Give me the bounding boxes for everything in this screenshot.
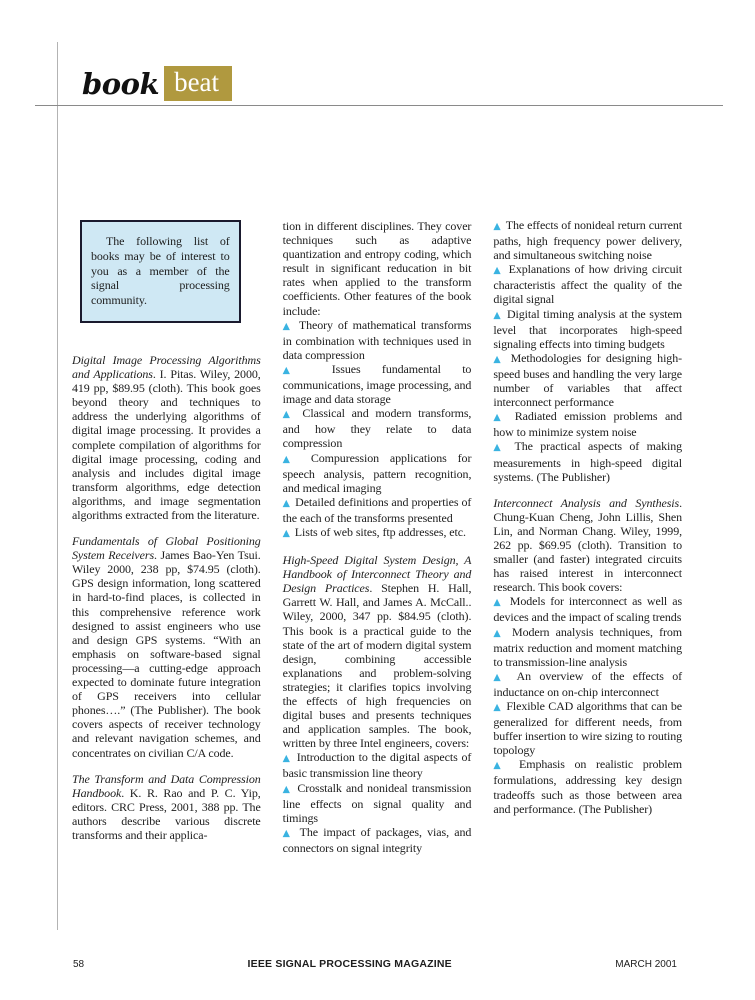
column-1 [72,218,261,855]
book-paragraph: Digital Image Processing Algorithms and Applications. I. Pitas. Wiley, 2000, 419 pp, $89.95 (cloth). This book goes beyond theory and techniques to address the underlying algorithms of digital image processing. It provides a complete compilation of algorithms for digital image processing, coding and analysis and includes digital image transform algorithms, edge detection algorithms, and image segmentation algorithms extracted from the literature. [72,352,261,523]
bullet-item: ▲ Classical and modern transforms, and how they relate to data compression [282,406,472,451]
page-footer [73,958,677,970]
bullet-item: ▲ Flexible CAD algorithms that can be generalized for different needs, from buffer insertion to wire sizing to routing topology [493,699,683,758]
bullet-item: ▲ Crosstalk and nonideal transmission line effects on signal quality and timings [282,780,472,825]
book-paragraph: Interconnect Analysis and Synthesis. Chung-Kuan Cheng, John Lillis, Shen Lin, and Norman Chang. Wiley, 1999, 262 pp. $69.95 (cloth). Transition to smaller (and faster) integrated circuits has raised interest in interconnect research. This book covers: [493,495,683,595]
bullet-item: ▲ Digital timing analysis at the system level that incorporates high-speed signaling effects into timing budgets [493,306,683,351]
triangle-bullet-icon: ▲ [493,597,503,609]
book-paragraph: The Transform and Data Compression Handbook. K. R. Rao and P. C. Yip, editors. CRC Press, 2001, 388 pp. The authors describe various discrete transforms and their applica- [72,771,261,842]
triangle-bullet-icon: ▲ [282,320,292,332]
continued-paragraph: tion in different disciplines. They cover techniques such as adaptive quantization and entropy coding, which result in significant reducation in bit rates when applied to the transform coefficients. Other features of the book include: [282,219,472,318]
bullet-item: ▲ An overview of the effects of inductance on on-chip interconnect [493,668,683,699]
bullet-item: ▲ Introduction to the digital aspects of basic transmission line theory [282,750,472,781]
triangle-bullet-icon: ▲ [493,309,502,321]
issue-date: MARCH 2001 [615,959,677,970]
bullet-item: ▲ The impact of packages, vias, and connectors on signal integrity [282,824,472,855]
triangle-bullet-icon: ▲ [282,364,309,376]
book-title: High-Speed Digital System Design, A Handbook of Interconnect Theory and Design Practices [282,553,472,596]
column-2 [283,218,472,855]
triangle-bullet-icon: ▲ [282,753,291,765]
masthead-rule [35,105,723,106]
triangle-bullet-icon: ▲ [493,221,501,232]
book-title: Fundamentals of Global Positioning System Receivers [72,534,261,563]
book-title: Interconnect Analysis and Synthesis [493,495,680,510]
triangle-bullet-icon: ▲ [493,702,501,713]
bullet-item: ▲ The effects of nonideal return current paths, high frequency power delivery, and simultaneous switching noise [493,218,683,263]
bullet-item: ▲ Emphasis on realistic problem formulations, addressing key design tradeoffs such as those between area and performance. (The Publisher) [493,757,683,816]
bullet-item: ▲ Models for interconnect as well as devices and the impact of scaling trends [493,594,683,625]
triangle-bullet-icon: ▲ [282,497,291,509]
column-3 [493,218,682,855]
magazine-title: IEEE SIGNAL PROCESSING MAGAZINE [247,958,452,970]
triangle-bullet-icon: ▲ [493,442,506,454]
logo-word-book: book [82,66,160,101]
triangle-bullet-icon: ▲ [493,353,504,365]
bookbeat-masthead [82,66,232,101]
intro-box-text: The following list of books may be of interest to you as a member of the signal processing community. [91,234,230,308]
triangle-bullet-icon: ▲ [493,412,506,424]
triangle-bullet-icon: ▲ [493,671,507,683]
bullet-item: ▲ Methodologies for designing high-speed buses and handling the very large number of variables that affect interconnect performance [493,350,683,410]
book-title: The Transform and Data Compression Handbook [72,771,261,800]
logo-word-beat-badge: beat [164,66,232,101]
triangle-bullet-icon: ▲ [282,527,290,539]
triangle-bullet-icon: ▲ [493,627,504,639]
bullet-item: ▲ Theory of mathematical transforms in combination with techniques used in data compression [282,317,472,362]
triangle-bullet-icon: ▲ [282,783,292,795]
left-vertical-rule [57,42,58,930]
bullet-item: ▲ The practical aspects of making measurements in high-speed digital systems. (The Publisher) [493,439,683,484]
bullet-item: ▲ Explanations of how driving circuit characteristis affect the quality of the digital signal [493,262,683,307]
bullet-item: ▲ Radiated emission problems and how to minimize system noise [493,409,682,440]
page-number: 58 [73,959,85,970]
triangle-bullet-icon: ▲ [493,265,503,277]
article-body [72,218,682,855]
triangle-bullet-icon: ▲ [282,827,293,839]
bullet-item: ▲ Issues fundamental to communications, image processing, and image and data storage [282,361,472,407]
bullet-item: ▲ Compuression applications for speech analysis, pattern recognition, and medical imaging [282,450,472,495]
intro-box [80,220,241,323]
bullet-item: ▲ Detailed definitions and properties of the each of the transforms presented [282,494,472,525]
book-paragraph: High-Speed Digital System Design, A Handbook of Interconnect Theory and Design Practices. Stephen H. Hall, Garrett W. Hall, and James A. McCall.. Wiley, 2000, 347 pp. $84.95 (cloth). This book is a practical guide to the state of the art of modern digital system design, combining accessible explanations and problem-solving strategies; it clarifies topics involving the effects of high frequencies on digital buses and presents techniques and application samples. The book, written by three Intel engineers, covers: [282,553,472,751]
triangle-bullet-icon: ▲ [493,760,508,772]
book-paragraph: Fundamentals of Global Positioning System Receivers. James Bao-Yen Tsui. Wiley 2000, 238 pp, $74.95 (cloth). GPS design information, long scattered in hard-to-find places, is collected in this comprehensive reference work designed to assist engineers who use and design GPS systems. “With an emphasis on software-based signal processing—a cutting-edge approach expected to dominate future integration of GPS receivers into cellular phones….” (The Publisher). The book covers aspects of receiver technology and relevant navigation schemes, and concentrates on civilian C/A code. [72,534,261,760]
triangle-bullet-icon: ▲ [282,409,294,421]
triangle-bullet-icon: ▲ [282,453,298,465]
bullet-item: ▲ Lists of web sites, ftp addresses, etc. [282,524,466,539]
bullet-item: ▲ Modern analysis techniques, from matrix reduction and moment matching to transmission-line analysis [493,624,683,669]
book-title: Digital Image Processing Algorithms and Applications [72,352,261,382]
